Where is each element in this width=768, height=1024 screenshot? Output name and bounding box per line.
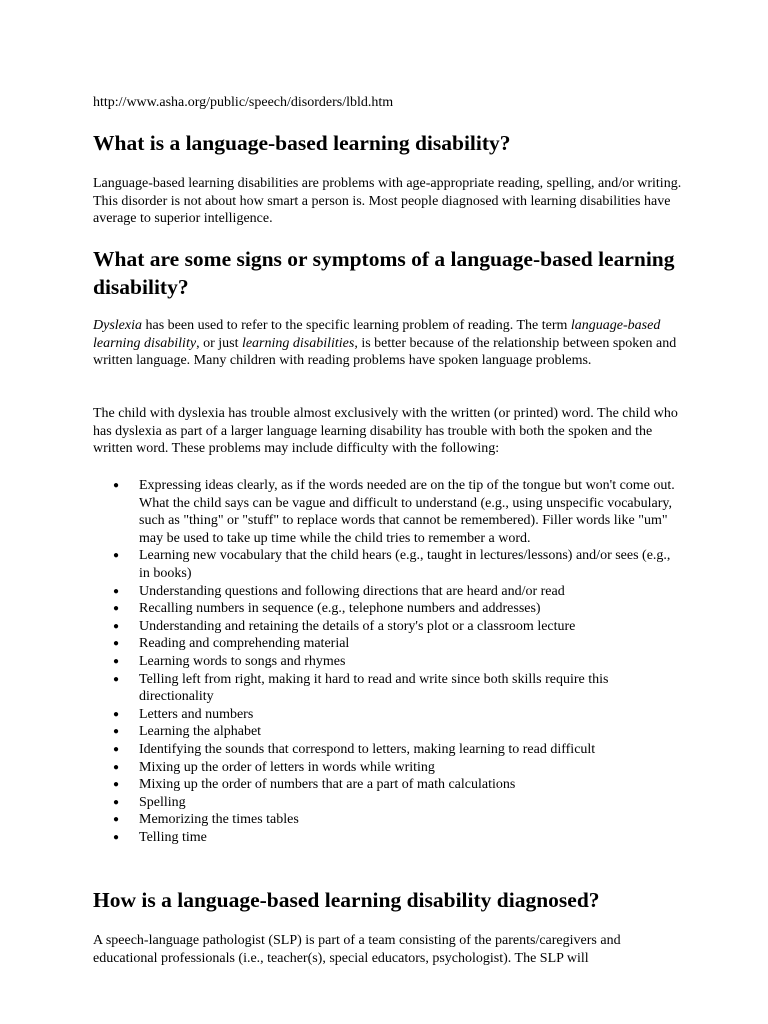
list-item (93, 600, 683, 618)
bullet-icon: ● (113, 550, 120, 562)
list-item (93, 477, 683, 547)
bullet-icon: ● (113, 831, 120, 843)
list-item-text: Memorizing the times tables (139, 812, 299, 828)
list-item-text: Telling left from right, making it hard to read and write since both skills require this directionality (139, 671, 609, 705)
list-item (93, 671, 683, 706)
list-item-text: Mixing up the order of letters in words while writing (139, 759, 435, 775)
term-learning-disabilities: learning disabilities (241, 335, 355, 351)
list-item (93, 618, 683, 636)
heading-signs-symptoms: What are some signs or symptoms of a language-based learning disability? (93, 247, 675, 299)
bullet-icon: ● (113, 743, 120, 755)
list-item-text: Learning the alphabet (139, 724, 262, 740)
bullet-icon: ● (113, 480, 120, 491)
list-item (93, 829, 683, 847)
bullet-icon: ● (113, 814, 120, 826)
bullet-icon: ● (113, 638, 120, 650)
paragraph-dyslexia-child: The child with dyslexia has trouble almost exclusively with the written (or printed) word. The child who has dyslexia as part of a larger language learning disability has trouble with both the spoken and the written word. These problems may include difficulty with the following: (93, 406, 678, 456)
list-item-text: Learning words to songs and rhymes (139, 653, 346, 669)
heading-what-is: What is a language-based learning disability? (93, 131, 511, 155)
list-item (93, 547, 683, 582)
bullet-icon: ● (113, 655, 120, 667)
bullet-icon: ● (113, 779, 120, 791)
list-item-text: Mixing up the order of numbers that are a part of math calculations (139, 777, 516, 793)
bullet-icon: ● (113, 708, 120, 720)
list-item-text: Telling time (139, 829, 207, 845)
source-url: http://www.asha.org/public/speech/disorders/lbld.htm (93, 95, 394, 110)
bullet-icon: ● (113, 796, 120, 808)
list-item (93, 723, 683, 741)
list-item-text: Spelling (139, 794, 186, 810)
bullet-icon: ● (113, 603, 120, 615)
bullet-icon: ● (113, 620, 120, 632)
list-item (93, 794, 683, 812)
list-item (93, 583, 683, 601)
bullet-icon: ● (113, 585, 120, 597)
bullet-icon: ● (113, 761, 120, 773)
list-item (93, 741, 683, 759)
list-item (93, 706, 683, 724)
text-run: , or just (196, 335, 242, 351)
list-item (93, 635, 683, 653)
term-dyslexia: Dyslexia (93, 318, 142, 333)
bullet-icon: ● (113, 726, 120, 738)
list-item-text: Reading and comprehending material (139, 636, 350, 652)
text-run: has been used to refer to the specific learning problem of reading. The term (141, 318, 571, 333)
text-run: , is better because of the relationship between spoken and written language. Many children with reading problems have spoken language problems. (93, 335, 677, 368)
paragraph-dyslexia (93, 317, 683, 370)
list-item (93, 811, 683, 829)
list-item (93, 653, 683, 671)
paragraph-definition: Language-based learning disabilities are problems with age-appropriate reading, spelling, and/or writing. This disorder is not about how smart a person is. Most people diagnosed with learning disabilities have average to superior intelligence. (93, 176, 682, 226)
list-item-text: Recalling numbers in sequence (e.g., telephone numbers and addresses) (139, 601, 541, 617)
term-lbld: language-based learning disability (93, 318, 661, 351)
bullet-icon: ● (113, 673, 120, 685)
list-item-text: Identifying the sounds that correspond to letters, making learning to read difficult (139, 741, 596, 757)
difficulty-list (93, 477, 683, 846)
list-item (93, 759, 683, 777)
list-item-text: Understanding questions and following directions that are heard and/or read (139, 583, 565, 599)
list-item-text: Learning new vocabulary that the child hears (e.g., taught in lectures/lessons) and/or sees (e.g., in books) (139, 548, 671, 581)
list-item (93, 776, 683, 794)
paragraph-diagnosis: A speech-language pathologist (SLP) is part of a team consisting of the parents/caregivers and educational professionals (i.e., teacher(s), special educators, psychologist). The SLP will (93, 933, 621, 966)
heading-diagnosed: How is a language-based learning disability diagnosed? (93, 888, 600, 912)
list-item-text: Expressing ideas clearly, as if the words needed are on the tip of the tongue but won't come out. What the child says can be vague and difficult to understand (e.g., using unspecific vocabulary, such as "thing" or "stuff" to replace words that cannot be remembered). Filler words like "um" may be used to take up time while the child tries to remember a word. (139, 478, 675, 546)
list-item-text: Letters and numbers (139, 706, 254, 722)
list-item-text: Understanding and retaining the details of a story's plot or a classroom lecture (139, 618, 576, 634)
